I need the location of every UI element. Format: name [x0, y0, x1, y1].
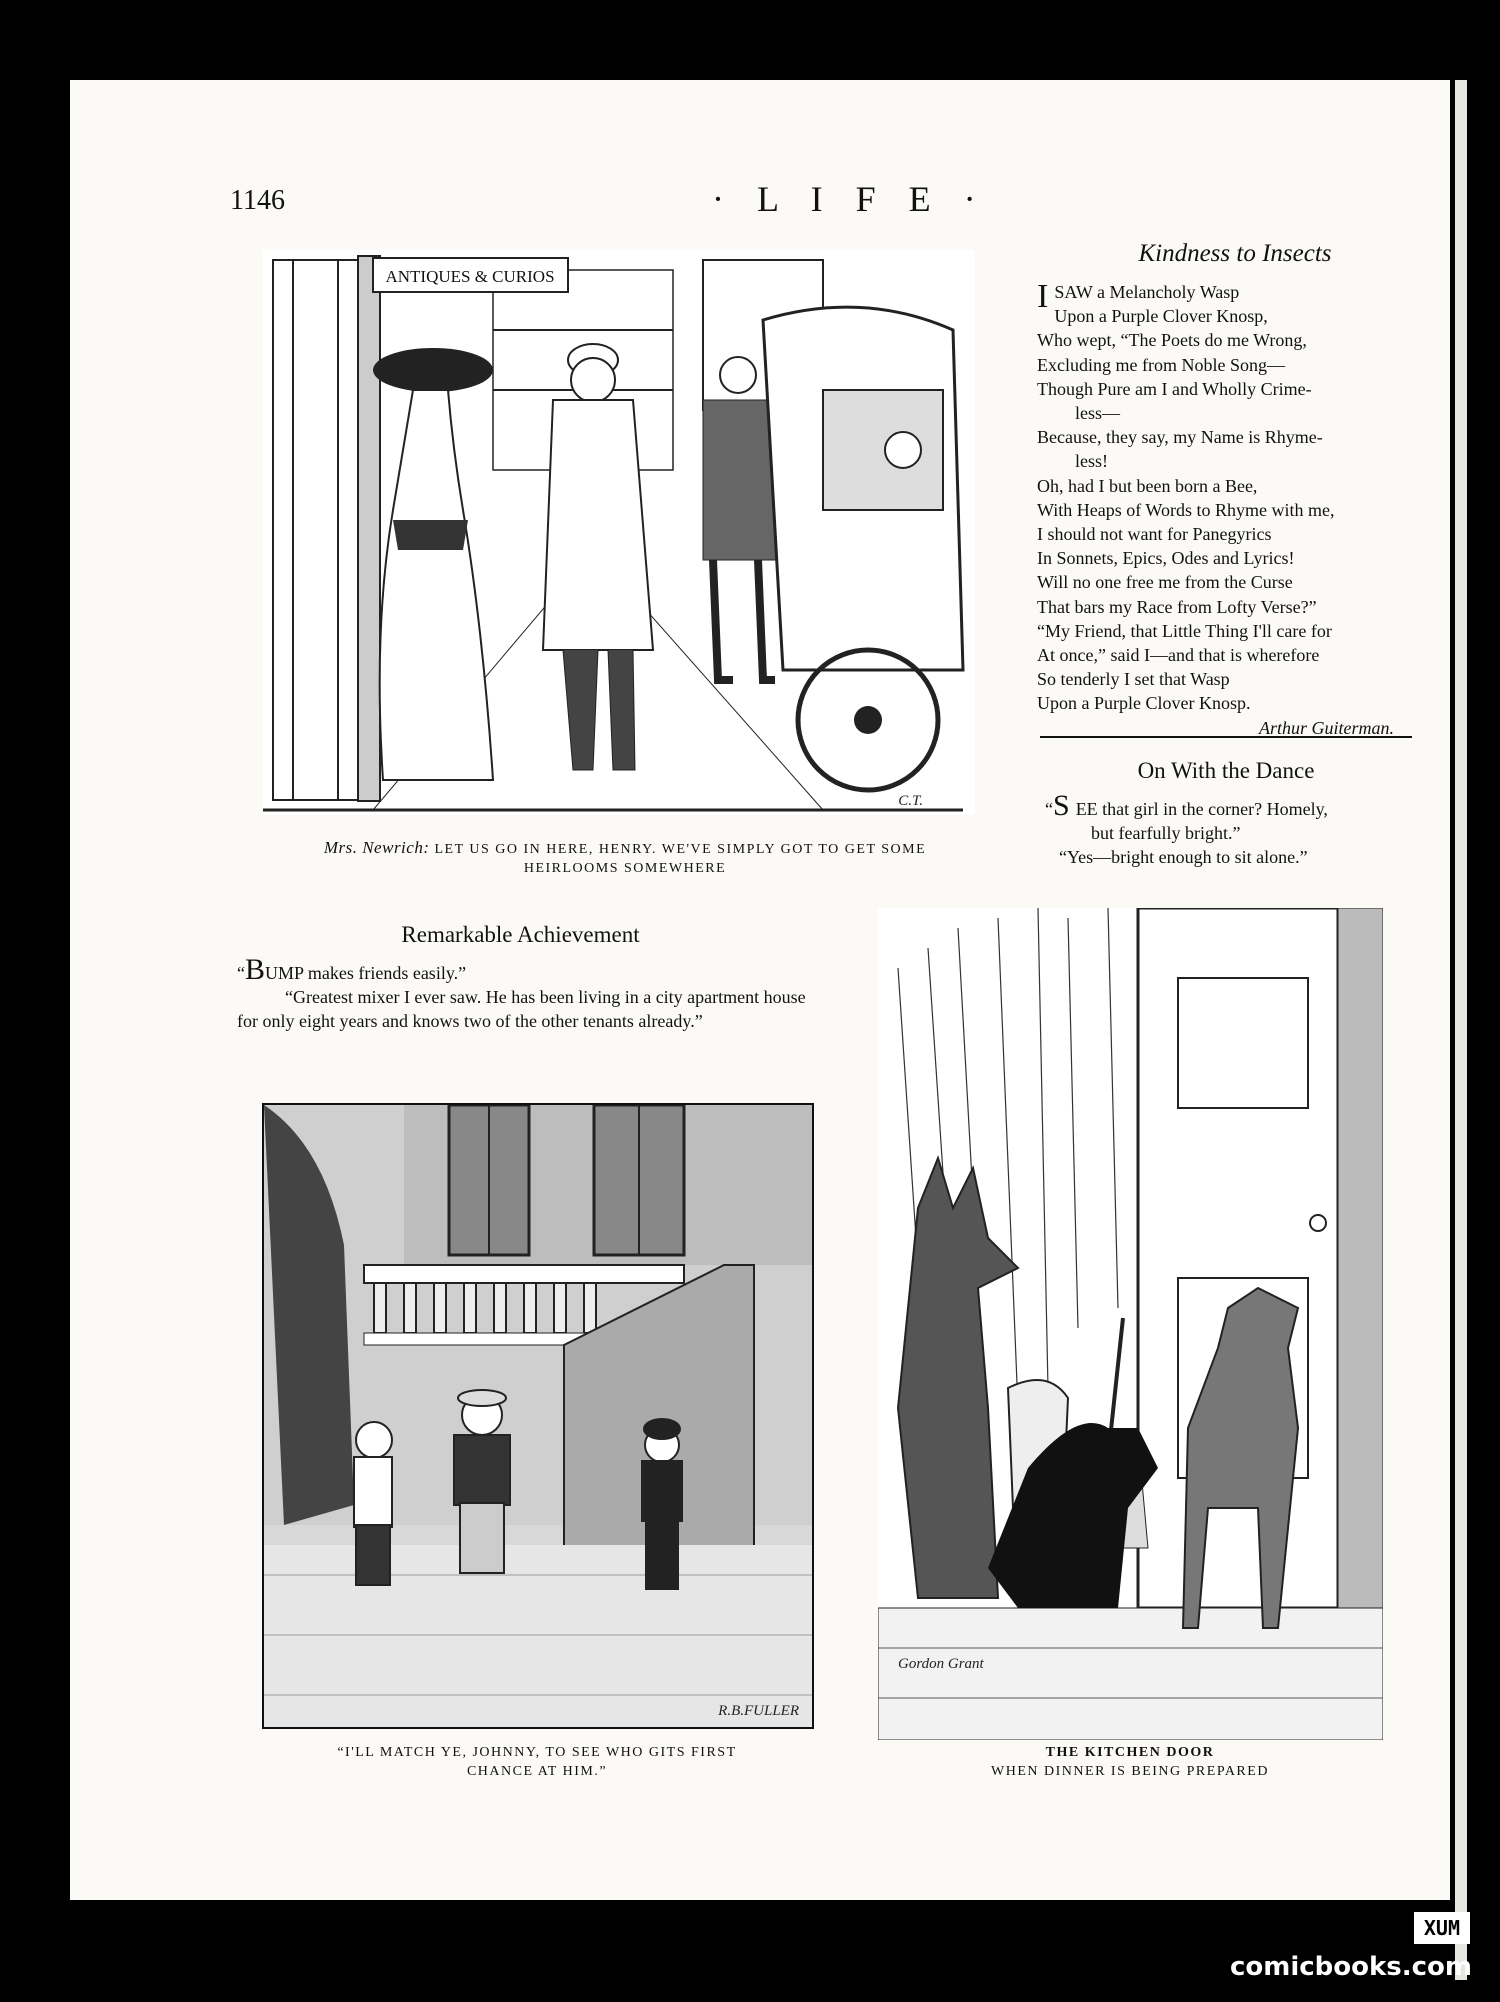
grant-signature: Gordon Grant	[898, 1656, 984, 1672]
poem-line: SAW a Melancholy Wasp	[1054, 282, 1240, 302]
poem-line: Oh, had I but been born a Bee,	[1037, 475, 1258, 496]
poem-line: So tenderly I set that Wasp	[1037, 669, 1230, 690]
dance-line-1: EE that girl in the corner? Homely,	[1075, 799, 1328, 819]
poem-line: Upon a Purple Clover Knosp,	[1054, 306, 1268, 327]
antiques-caption	[285, 838, 965, 878]
poem-line: Who wept, “The Poets do me Wrong,	[1037, 330, 1307, 351]
poem-line: Though Pure am I and Wholly Crime-	[1037, 378, 1312, 399]
dance-body	[1045, 791, 1415, 869]
poem-body	[1037, 280, 1412, 740]
fuller-signature: R.B.FULLER	[718, 1703, 799, 1719]
remarkable-open-quote: “	[237, 963, 245, 983]
kitchen-door-cartoon	[878, 908, 1383, 1740]
dance-title: On With the Dance	[1137, 758, 1315, 783]
poem-line: I should not want for Panegyrics	[1037, 524, 1272, 545]
poem-title: Kindness to Insects	[1138, 240, 1332, 267]
remarkable-para-2: “Greatest mixer I ever saw. He has been living in a city apartment house for only eight years and knows two of the other tenants already.”	[237, 987, 806, 1031]
caption-speaker: Mrs. Newrich:	[323, 838, 430, 857]
poem-line: less!	[1075, 451, 1108, 472]
caption-line-2: CHANCE AT HIM.”	[466, 1764, 608, 1779]
caption-subtitle: WHEN DINNER IS BEING PREPARED	[991, 1764, 1269, 1779]
poem-line: Upon a Purple Clover Knosp.	[1037, 693, 1251, 714]
poem-author: Arthur Guiterman.	[1259, 717, 1394, 738]
dance-open-quote: “	[1045, 799, 1053, 819]
poem-line: Will no one free me from the Curse	[1037, 572, 1293, 593]
poem-line: Because, they say, my Name is Rhyme-	[1037, 427, 1323, 448]
dance-line-3: “Yes—bright enough to sit alone.”	[1059, 847, 1308, 867]
masthead: · L I F E ·	[712, 179, 988, 219]
remarkable-drop-cap: B	[245, 953, 266, 986]
kitchen-caption	[920, 1743, 1340, 1781]
boys-caption	[262, 1743, 812, 1781]
poem-line: That bars my Race from Lofty Verse?”	[1037, 596, 1317, 617]
caption-title: THE KITCHEN DOOR	[1045, 1745, 1215, 1760]
divider-rule	[1040, 736, 1412, 738]
remarkable-body	[237, 953, 807, 1033]
dance-drop-cap: S	[1053, 789, 1070, 822]
remarkable-line-1: UMP makes friends easily.”	[265, 963, 467, 983]
dance-line-2: but fearfully bright.”	[1091, 823, 1241, 843]
shop-sign: ANTIQUES & CURIOS	[385, 267, 555, 286]
poem-line: “My Friend, that Little Thing I'll care for	[1037, 620, 1332, 641]
xum-badge: XUM	[1414, 1912, 1470, 1944]
poem-line: Excluding me from Noble Song—	[1037, 354, 1285, 375]
poem-line: less—	[1075, 403, 1120, 424]
poem-line: With Heaps of Words to Rhyme with me,	[1037, 499, 1335, 520]
boys-cartoon	[262, 1103, 814, 1729]
page-number: 1146	[230, 185, 285, 216]
remarkable-title: Remarkable Achievement	[401, 922, 640, 947]
caption-line-1: “I'LL MATCH YE, JOHNNY, TO SEE WHO GITS FIRST	[337, 1745, 737, 1760]
site-watermark: comicbooks.com	[1229, 1952, 1472, 1982]
page-edge	[1455, 80, 1467, 1980]
poem-drop-cap: I	[1037, 278, 1049, 315]
caption-line-2: HEIRLOOMS SOMEWHERE	[523, 861, 727, 876]
poem-line: In Sonnets, Epics, Odes and Lyrics!	[1037, 548, 1295, 569]
poem-line: At once,” said I—and that is wherefore	[1037, 645, 1320, 666]
antiques-cartoon	[263, 250, 975, 815]
svg-text:C.T.: C.T.	[898, 793, 923, 809]
caption-line-1: LET US GO IN HERE, HENRY. WE'VE SIMPLY GOT TO GET SOME	[434, 842, 927, 857]
